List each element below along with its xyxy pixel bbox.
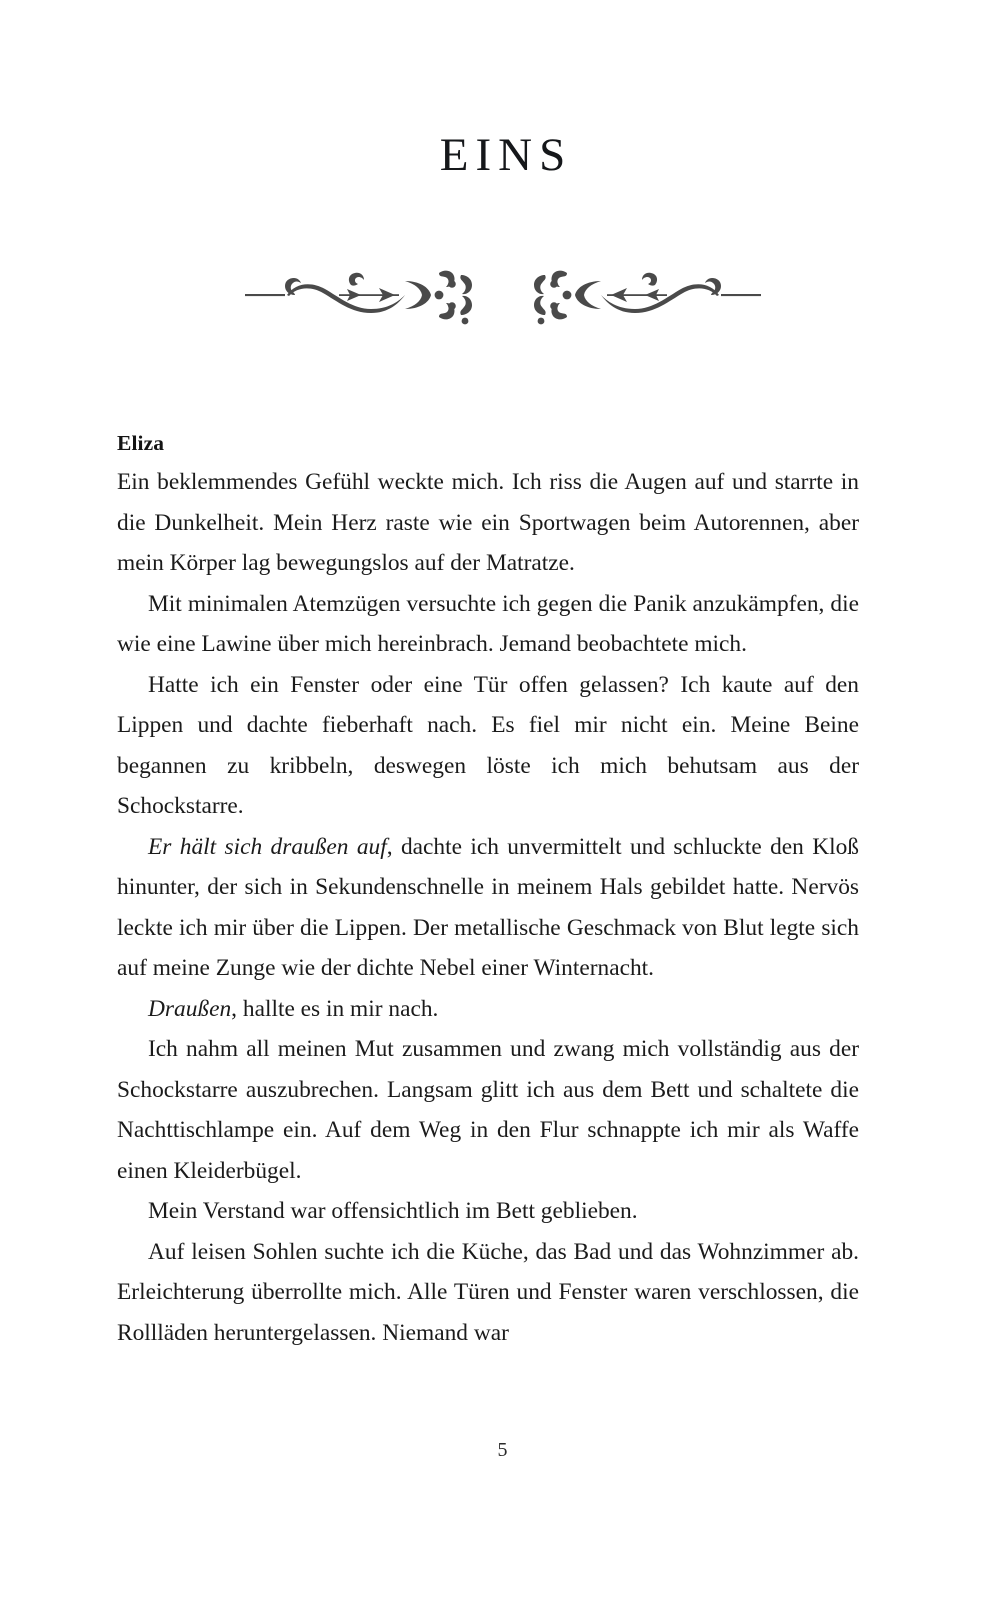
paragraph [117, 827, 859, 989]
italic-thought: Er hält sich draußen auf [148, 833, 387, 860]
page-number: 5 [497, 1439, 508, 1461]
chapter-title: EINS [439, 129, 573, 181]
paragraph: Auf leisen Sohlen suchte ich die Küche, das Bad und das Wohnzimmer ab. Erleichterung überrollte mich. Alle Türen und Fenster waren verschlossen, die Rollläden heruntergelassen. Niemand war [117, 1238, 859, 1346]
paragraph-rest: , dachte ich unvermittelt und schluckte den Kloß hinunter, der sich in Sekundenschnelle in meinem Hals gebildet hatte. Nervös leckte ich mir über die Lippen. Der metallische Geschmack von Blut legte sich auf meine Zunge wie der dichte Nebel einer Winternacht. [117, 833, 859, 981]
paragraph: Mein Verstand war offensichtlich im Bett geblieben. [148, 1198, 638, 1224]
italic-thought: Draußen [148, 995, 232, 1022]
floral-flourish-divider-icon [243, 265, 763, 325]
paragraph [117, 989, 859, 1030]
paragraph: Ein beklemmendes Gefühl weckte mich. Ich riss die Augen auf und starrte in die Dunkelheit. Mein Herz raste wie ein Sportwagen beim Autorennen, aber mein Körper lag bewegungslos auf der Matratze. [117, 469, 859, 576]
paragraph-rest: , hallte es in mir nach. [231, 995, 439, 1022]
paragraph: Hatte ich ein Fenster oder eine Tür offen gelassen? Ich kaute auf den Lippen und dachte fieberhaft nach. Es fiel mir nicht ein. Meine Beine begannen zu kribbeln, deswegen löste ich mich behutsam aus der Schockstarre. [117, 671, 859, 819]
chapter-ornament-divider [0, 262, 1005, 328]
paragraph: Mit minimalen Atemzügen versuchte ich gegen die Panik anzukämpfen, die wie eine Lawine über mich hereinbrach. Jemand beobachtete mich. [117, 590, 859, 657]
paragraph: Ich nahm all meinen Mut zusammen und zwang mich vollständig aus der Schockstarre auszubrechen. Langsam glitt ich aus dem Bett und schaltete die Nachttischlampe ein. Auf dem Weg in den Flur schnappte ich mir als Waffe einen Kleiderbügel. [117, 1036, 859, 1184]
speaker-name: Eliza [117, 431, 165, 455]
body-text-block [117, 424, 859, 1353]
